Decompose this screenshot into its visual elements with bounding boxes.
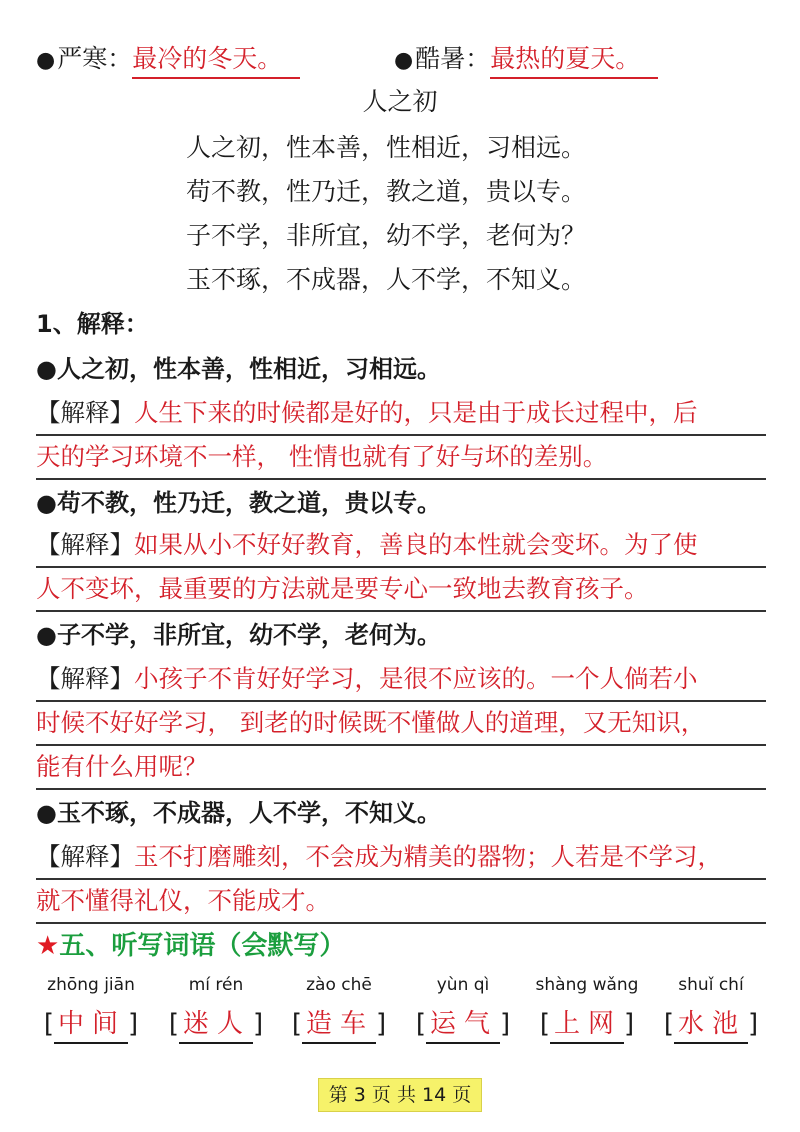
page-indicator: 第 3 页 共 14 页 [318, 1078, 482, 1112]
dictation-word [532, 972, 642, 1044]
bullet: ● [394, 48, 414, 73]
explanation-block [36, 392, 766, 480]
explanation-line [36, 702, 766, 746]
word-hanzi: 水池 [674, 1006, 748, 1044]
explanation-label: 【解释】 [36, 842, 134, 871]
explanation-label: 【解释】 [36, 398, 134, 427]
word-hanzi: 运气 [426, 1006, 500, 1044]
definition-kushu [394, 38, 658, 80]
definition-meaning: 最冷的冬天。 [132, 41, 300, 79]
explanation-line [36, 746, 766, 790]
word-pinyin: mí rén [188, 975, 244, 995]
explanation-block [36, 658, 766, 790]
word-hanzi: 上网 [550, 1006, 624, 1044]
word-box: [ 造车] [284, 1004, 394, 1044]
dictation-word [161, 972, 271, 1044]
definition-yanhan [36, 38, 300, 80]
dictation-title-text: 五、听写词语（会默写） [59, 931, 346, 961]
explanation-heading: ●玉不琢，不成器，人不学，不知义。 [36, 799, 441, 827]
star-icon: ★ [36, 931, 60, 961]
word-pinyin: zào chē [306, 975, 372, 995]
definition-term: 酷暑： [415, 44, 491, 73]
dictation-word [284, 972, 394, 1044]
explanation-line [36, 568, 766, 612]
explanation-text: 天的学习环境不一样， 性情也就有了好与坏的差别。 [36, 442, 608, 471]
dictation-word [36, 972, 146, 1044]
explanation-heading: ●苟不教，性乃迁，教之道，贵以专。 [36, 489, 441, 517]
explanation-line [36, 836, 766, 880]
explanation-label: 【解释】 [36, 664, 134, 693]
explanation-text: 如果从小不好好教育，善良的本性就会变坏。为了使 [134, 530, 698, 559]
explanation-line [36, 658, 766, 702]
poem-line: 苟不教，性乃迁，教之道，贵以专。 [186, 177, 587, 206]
explanation-text: 时候不好好学习， 到老的时候既不懂做人的道理，又无知识， [36, 708, 706, 737]
explanation-text: 就不懂得礼仪，不能成才。 [36, 886, 330, 915]
word-pinyin: shàng wǎng [535, 975, 639, 995]
poem-line: 子不学，非所宜，幼不学，老何为？ [186, 221, 587, 250]
definition-meaning: 最热的夏天。 [490, 41, 658, 79]
explanation-line [36, 436, 766, 480]
poem-line: 人之初，性本善，性相近，习相远。 [186, 133, 587, 162]
explanation-block [36, 836, 766, 924]
poem-title: 人之初 [362, 87, 438, 116]
explanation-text: 小孩子不肯好好学习，是很不应该的。一个人倘若小 [134, 664, 698, 693]
dictation-word [656, 972, 766, 1044]
word-box: [ 水池] [656, 1004, 766, 1044]
explanation-text: 能有什么用呢？ [36, 752, 208, 781]
word-hanzi: 中间 [54, 1006, 128, 1044]
bullet: ● [36, 48, 56, 73]
word-box: [ 上网] [532, 1004, 642, 1044]
poem-line: 玉不琢，不成器，人不学，不知义。 [186, 265, 587, 294]
explanation-text: 玉不打磨雕刻，不会成为精美的器物；人若是不学习， [134, 842, 722, 871]
explanation-heading: ●子不学，非所宜，幼不学，老何为。 [36, 621, 441, 649]
word-box: [ 迷人] [161, 1004, 271, 1044]
definition-term: 严寒： [57, 44, 133, 73]
word-pinyin: shuǐ chí [678, 975, 744, 995]
word-pinyin: yùn qì [436, 975, 490, 995]
dictation-title [36, 924, 345, 968]
explanation-label: 【解释】 [36, 530, 134, 559]
word-hanzi: 迷人 [179, 1006, 253, 1044]
explanation-line [36, 392, 766, 436]
explanation-heading: ●人之初，性本善，性相近，习相远。 [36, 355, 441, 383]
explanation-text: 人生下来的时候都是好的，只是由于成长过程中，后 [134, 398, 698, 427]
word-box: [ 运气] [408, 1004, 518, 1044]
word-pinyin: zhōng jiān [47, 975, 135, 995]
explanation-line [36, 880, 766, 924]
explanation-block [36, 524, 766, 612]
word-hanzi: 造车 [302, 1006, 376, 1044]
explanation-line [36, 524, 766, 568]
word-box: [ 中间] [36, 1004, 146, 1044]
dictation-word [408, 972, 518, 1044]
explanation-text: 人不变坏，最重要的方法就是要专心一致地去教育孩子。 [36, 574, 649, 603]
section-title: 1、解释： [36, 310, 149, 338]
